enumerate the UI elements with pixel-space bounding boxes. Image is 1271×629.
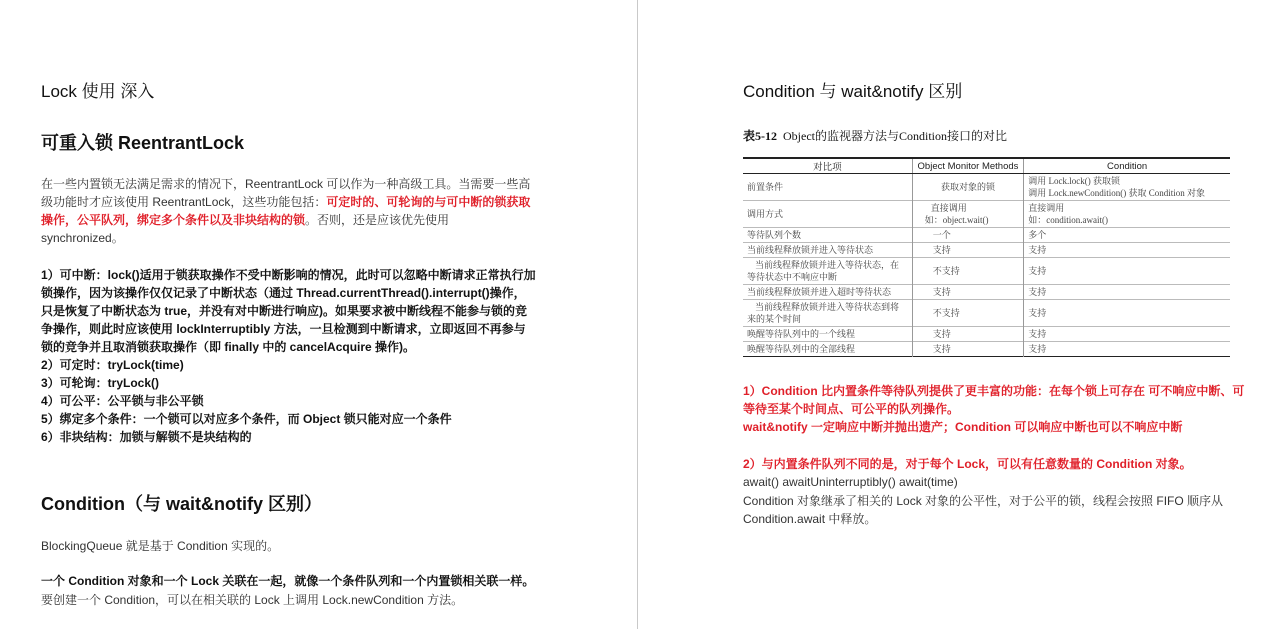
cell-condition: 支持 xyxy=(1024,285,1230,300)
cell-object: 支持 xyxy=(912,327,1024,342)
condition-vs-wait-title: Condition 与 wait&notify 区别 xyxy=(743,82,963,101)
table-caption xyxy=(743,127,1271,144)
header-object-monitor: Object Monitor Methods xyxy=(912,158,1024,174)
intro-text-2: 。否则，还是应该优先使用 synchronized。 xyxy=(41,213,450,245)
cell-item: 唤醒等待队列中的全部线程 xyxy=(743,342,912,357)
cell-line: 当前线程释放锁并进入等待状态到将 xyxy=(755,302,900,312)
cell-line: 直接调用 xyxy=(930,203,967,213)
feature-polled: 3）可轮询：tryLock() xyxy=(41,376,160,390)
intro-highlight: 可定时的、可轮询的与可中断的锁获取操作，公平队列，绑定多个条件以及非块结构的锁 xyxy=(41,195,531,227)
cell-line: 直接调用 xyxy=(1028,203,1065,213)
table-row xyxy=(743,228,1230,243)
intro-text-1: 在一些内置锁无法满足需求的情况下，ReentrantLock 可以作为一种高级工具。当需要一些高级功能时才应该使用 ReentrantLock，这些功能包括： xyxy=(41,177,531,209)
cell-item: 前置条件 xyxy=(747,182,784,192)
caption-text: Object的监视器方法与Condition接口的对比 xyxy=(783,129,1007,143)
cell-condition: 支持 xyxy=(1024,243,1230,258)
cell-line: 如：condition.await() xyxy=(1028,215,1108,225)
cell-item: 唤醒等待队列中的一个线程 xyxy=(743,327,912,342)
comparison-table xyxy=(743,157,1230,357)
cell-item xyxy=(743,300,912,327)
await-methods-text: await() awaitUninterruptibly() await(time) xyxy=(743,475,958,489)
feature-timed: 2）可定时：tryLock(time) xyxy=(41,358,184,372)
feature-list xyxy=(41,266,536,446)
cell-condition: 支持 xyxy=(1024,342,1230,357)
table-row xyxy=(743,342,1230,357)
interrupt-difference-note: wait&notify 一定响应中断并抛出遗产；Condition 可以响应中断也可以不响应中断 xyxy=(743,420,1183,434)
table-row xyxy=(743,201,1230,228)
cell-item: 等待队列个数 xyxy=(743,228,912,243)
lock-usage-title: Lock 使用 深入 xyxy=(41,82,155,101)
feature-fair: 4）可公平：公平锁与非公平锁 xyxy=(41,394,204,408)
cell-line: 来的某个时间 xyxy=(747,314,802,324)
table-row xyxy=(743,258,1230,285)
fairness-text: Condition 对象继承了相关的 Lock 对象的公平性，对于公平的锁，线程会按照 FIFO 顺序从 Condition.await 中释放。 xyxy=(743,494,1224,526)
cell-object: 支持 xyxy=(912,285,1024,300)
table-row xyxy=(743,327,1230,342)
right-page xyxy=(639,0,1271,629)
cell-object: 不支持 xyxy=(912,300,1024,327)
page-divider xyxy=(637,0,638,629)
cell-line: 如：object.wait() xyxy=(924,215,989,225)
blocking-queue-text: BlockingQueue 就是基于 Condition 实现的。 xyxy=(41,539,280,553)
cell-object xyxy=(912,201,1024,228)
cell-condition: 支持 xyxy=(1024,327,1230,342)
table-row xyxy=(743,243,1230,258)
new-condition-text: 要创建一个 Condition，可以在相关联的 Lock 上调用 Lock.newCondition 方法。 xyxy=(41,593,464,607)
caption-number: 表5-12 xyxy=(743,129,777,143)
cell-line: 调用 Lock.lock() 获取锁 xyxy=(1028,176,1120,186)
cell-condition: 支持 xyxy=(1024,258,1230,285)
header-item: 对比项 xyxy=(743,158,912,174)
reentrant-lock-title: 可重入锁 ReentrantLock xyxy=(41,133,245,153)
reentrant-intro xyxy=(41,175,533,247)
cell-line: 等待状态中不响应中断 xyxy=(747,272,838,282)
cell-item: 调用方式 xyxy=(743,201,912,228)
table-row xyxy=(743,174,1230,201)
cell-object: 支持 xyxy=(912,243,1024,258)
condition-lock-relation: 一个 Condition 对象和一个 Lock 关联在一起，就像一个条件队列和一个内置锁相关联一样。 xyxy=(41,574,535,588)
cell-item: 当前线程释放锁并进入超时等待状态 xyxy=(743,285,912,300)
cell-line: 调用 Lock.newCondition() 获取 Condition 对象 xyxy=(1028,188,1205,198)
cell-condition: 支持 xyxy=(1024,300,1230,327)
cell-condition xyxy=(1024,174,1230,201)
multi-condition-note: 2）与内置条件队列不同的是，对于每个 Lock，可以有任意数量的 Condition 对象。 xyxy=(743,457,1192,471)
table-row xyxy=(743,285,1230,300)
table-header-row xyxy=(743,158,1230,174)
cell-condition xyxy=(1024,201,1230,228)
cell-object: 一个 xyxy=(912,228,1024,243)
condition-title: Condition（与 wait&notify 区别） xyxy=(41,494,322,514)
feature-non-block: 6）非块结构：加锁与解锁不是块结构的 xyxy=(41,430,252,444)
cell-object: 获取对象的锁 xyxy=(912,174,1024,201)
feature-interruptible: 1）可中断：lock()适用于锁获取操作不受中断影响的情况，此时可以忽略中断请求正常执行加锁操作，因为该操作仅仅记录了中断状态（通过 Thread.currentThread().interrupt()操作，只是恢复了中断状态为 true，并没有对中断进行响应)。如果要求被中断线程不能参与锁的竞争操作，则此时应该使用 lockInterruptibly 方法，一旦检测到中断请求，立即返回不再参与锁的竞争并且取消锁获取操作（即 finally 中的 cancelAcquire 操作)。 xyxy=(41,268,536,354)
cell-item: 当前线程释放锁并进入等待状态 xyxy=(743,243,912,258)
cell-object: 支持 xyxy=(912,342,1024,357)
cell-line: 当前线程释放锁并进入等待状态，在 xyxy=(755,260,900,270)
condition-features-note: 1）Condition 比内置条件等待队列提供了更丰富的功能：在每个锁上可存在 可不响应中断、可等待至某个时间点、可公平的队列操作。 xyxy=(743,384,1245,416)
table-row xyxy=(743,300,1230,327)
cell-object: 不支持 xyxy=(912,258,1024,285)
header-condition: Condition xyxy=(1024,158,1230,174)
feature-multi-condition: 5）绑定多个条件：一个锁可以对应多个条件，而 Object 锁只能对应一个条件 xyxy=(41,412,452,426)
cell-item xyxy=(743,258,912,285)
cell-condition: 多个 xyxy=(1024,228,1230,243)
